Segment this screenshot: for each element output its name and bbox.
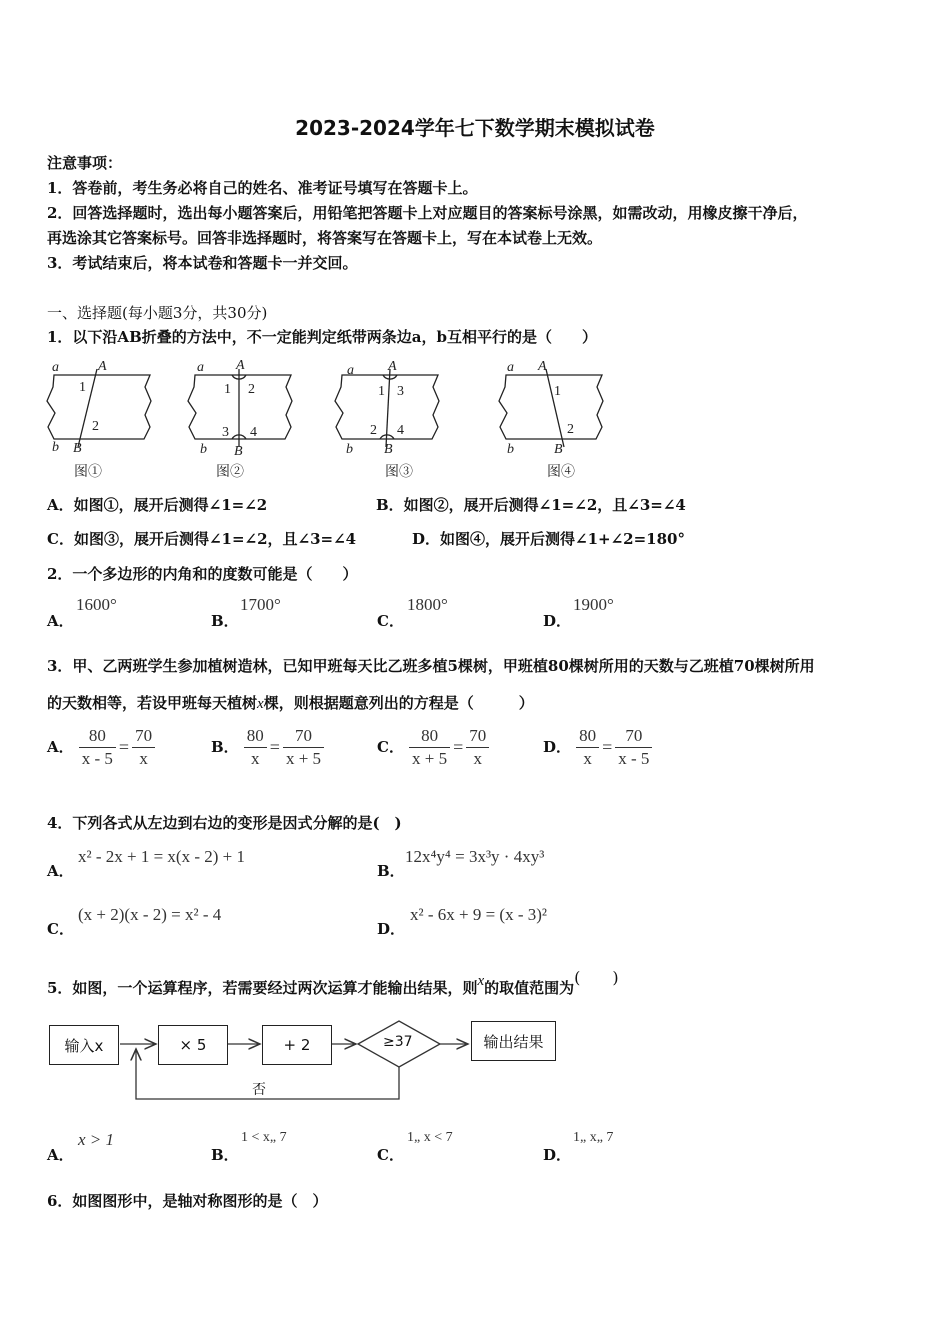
q5-option-d-expr: 1„ x„ 7: [573, 1130, 614, 1145]
fig4-label-b: b: [507, 442, 514, 457]
fig1-label-2: 2: [92, 419, 99, 434]
page-title: 2023-2024学年七下数学期末模拟试卷: [295, 116, 655, 140]
q5-option-b-expr: 1 < x„ 7: [241, 1130, 287, 1145]
fig4-caption: 图④: [547, 465, 575, 480]
fig3-label-4: 4: [397, 423, 404, 438]
q4-option-c-label: C．: [47, 920, 74, 938]
q2-option-a-value: 1600°: [76, 595, 117, 614]
fig3-label-3: 3: [397, 384, 404, 399]
q3-stem-line1: 3．甲、乙两班学生参加植树造林，已知甲班每天比乙班多植5棵树，甲班植80棵树所用的天数与乙班植70棵树所用: [47, 657, 815, 675]
fig2-label-3: 3: [222, 425, 229, 440]
q3-option-b: B． $\frac{80}{x}$ = $\frac{70}{x + 5}$: [211, 726, 324, 769]
q3-option-c: C． $\frac{80}{x + 5}$ = $\frac{70}{x}$: [377, 726, 489, 769]
q3-stem-line2: 的天数相等，若设甲班每天植树x棵，则根据题意列出的方程是（ ）: [47, 694, 534, 712]
q2-option-d-label: D．: [543, 612, 572, 630]
fig2-strip: [188, 375, 292, 439]
section-heading: 一、选择题(每小题3分，共30分): [47, 304, 268, 322]
notice-item-2-cont: 再选涂其它答案标号。回答非选择题时，将答案写在答题卡上，写在本试卷上无效。: [47, 229, 603, 247]
q5-option-c-label: C．: [377, 1146, 404, 1164]
fig4-label-1: 1: [554, 384, 561, 399]
q2-stem: 2．一个多边形的内角和的度数可能是（ ）: [47, 565, 358, 583]
q1-option-a: A．如图①，展开后测得∠1=∠2: [47, 496, 268, 514]
fig1-label-B: B: [73, 441, 82, 456]
notice-item-2: 2．回答选择题时，选出每小题答案后，用铅笔把答题卡上对应题目的答案标号涂黑，如需改动，用橡皮擦干净后，: [47, 204, 808, 222]
q1-stem: 1．以下沿AB折叠的方法中，不一定能判定纸带两条边a，b互相平行的是（ ）: [47, 328, 597, 346]
q3-option-d: D． $\frac{80}{x}$ = $\frac{70}{x - 5}$: [543, 726, 652, 769]
fig4-fold: [546, 369, 564, 447]
fig2-label-B: B: [234, 444, 243, 459]
fig2-label-1: 1: [224, 382, 231, 397]
q2-option-b-label: B．: [211, 612, 239, 630]
q1-option-c: C．如图③，展开后测得∠1=∠2，且∠3=∠4: [47, 530, 357, 548]
fig4-label-2: 2: [567, 422, 574, 437]
q1-option-d: D．如图④，展开后测得∠1+∠2=180°: [412, 530, 685, 548]
q4-option-d-expr: x² - 6x + 9 = (x - 3)²: [410, 905, 548, 924]
fig3-label-B: B: [384, 442, 393, 457]
fig2-label-2: 2: [248, 382, 255, 397]
fig3-caption: 图③: [385, 465, 413, 480]
q2-option-c-value: 1800°: [407, 595, 448, 614]
fig4-label-A: A: [538, 359, 547, 374]
fig2-label-b: b: [200, 442, 207, 457]
q4-option-d-label: D．: [377, 920, 406, 938]
fig2-label-a: a: [197, 360, 204, 375]
fig3-label-1: 1: [378, 384, 385, 399]
fig3-label-b: b: [346, 442, 353, 457]
flow-add-box: + 2: [262, 1025, 332, 1065]
q2-option-d-value: 1900°: [573, 595, 614, 614]
q1-option-b: B．如图②，展开后测得∠1=∠2，且∠3=∠4: [376, 496, 686, 514]
q4-option-a-label: A．: [47, 862, 74, 880]
q4-option-c-expr: (x + 2)(x - 2) = x² - 4: [78, 905, 222, 924]
fig3-label-A: A: [388, 359, 397, 374]
fig1-strip: [47, 375, 151, 439]
fig1-caption: 图①: [74, 465, 102, 480]
notice-heading: 注意事项：: [47, 154, 123, 172]
fig4-label-a: a: [507, 360, 514, 375]
q2-option-b-value: 1700°: [240, 595, 281, 614]
fig4-label-B: B: [554, 442, 563, 457]
fig1-label-a: a: [52, 360, 59, 375]
q5-option-a-label: A．: [47, 1146, 74, 1164]
q4-stem: 4．下列各式从左边到右边的变形是因式分解的是( ): [47, 814, 402, 832]
fig4-strip: [499, 375, 603, 439]
fig2-label-A: A: [236, 358, 245, 373]
q5-option-a-expr: x > 1: [78, 1130, 115, 1149]
notice-item-1: 1．答卷前，考生务必将自己的姓名、准考证号填写在答题卡上。: [47, 179, 478, 197]
fig3-label-a: a: [347, 363, 354, 378]
q5-option-d-label: D．: [543, 1146, 572, 1164]
flow-condition: ≥37: [383, 1034, 413, 1050]
q5-option-c-expr: 1„ x < 7: [407, 1130, 453, 1145]
flow-no-label: 否: [252, 1082, 266, 1098]
fig1-label-1: 1: [79, 380, 86, 395]
q6-stem: 6．如图图形中，是轴对称图形的是（ ）: [47, 1192, 328, 1210]
flow-input-box: 输入x: [49, 1025, 119, 1065]
q1-figures: [40, 355, 620, 483]
fig2-label-4: 4: [250, 425, 257, 440]
flow-output-box: 输出结果: [471, 1021, 556, 1061]
notice-item-3: 3．考试结束后，将本试卷和答题卡一并交回。: [47, 254, 358, 272]
q5-stem: 5．如图，一个运算程序，若需要经过两次运算才能输出结果，则x的取值范围为( ): [47, 968, 619, 997]
fig3-label-2: 2: [370, 423, 377, 438]
q4-option-b-expr: 12x⁴y⁴ = 3x³y · 4xy³: [405, 847, 545, 866]
fig1-label-b: b: [52, 440, 59, 455]
q4-option-b-label: B．: [377, 862, 405, 880]
fig2-caption: 图②: [216, 465, 244, 480]
q5-option-b-label: B．: [211, 1146, 239, 1164]
q3-option-a: A． $\frac{80}{x - 5}$ = $\frac{70}{x}$: [47, 726, 155, 769]
q4-option-a-expr: x² - 2x + 1 = x(x - 2) + 1: [78, 847, 246, 866]
fig1-label-A: A: [98, 359, 107, 374]
flow-multiply-box: × 5: [158, 1025, 228, 1065]
q2-option-c-label: C．: [377, 612, 404, 630]
q2-option-a-label: A．: [47, 612, 74, 630]
